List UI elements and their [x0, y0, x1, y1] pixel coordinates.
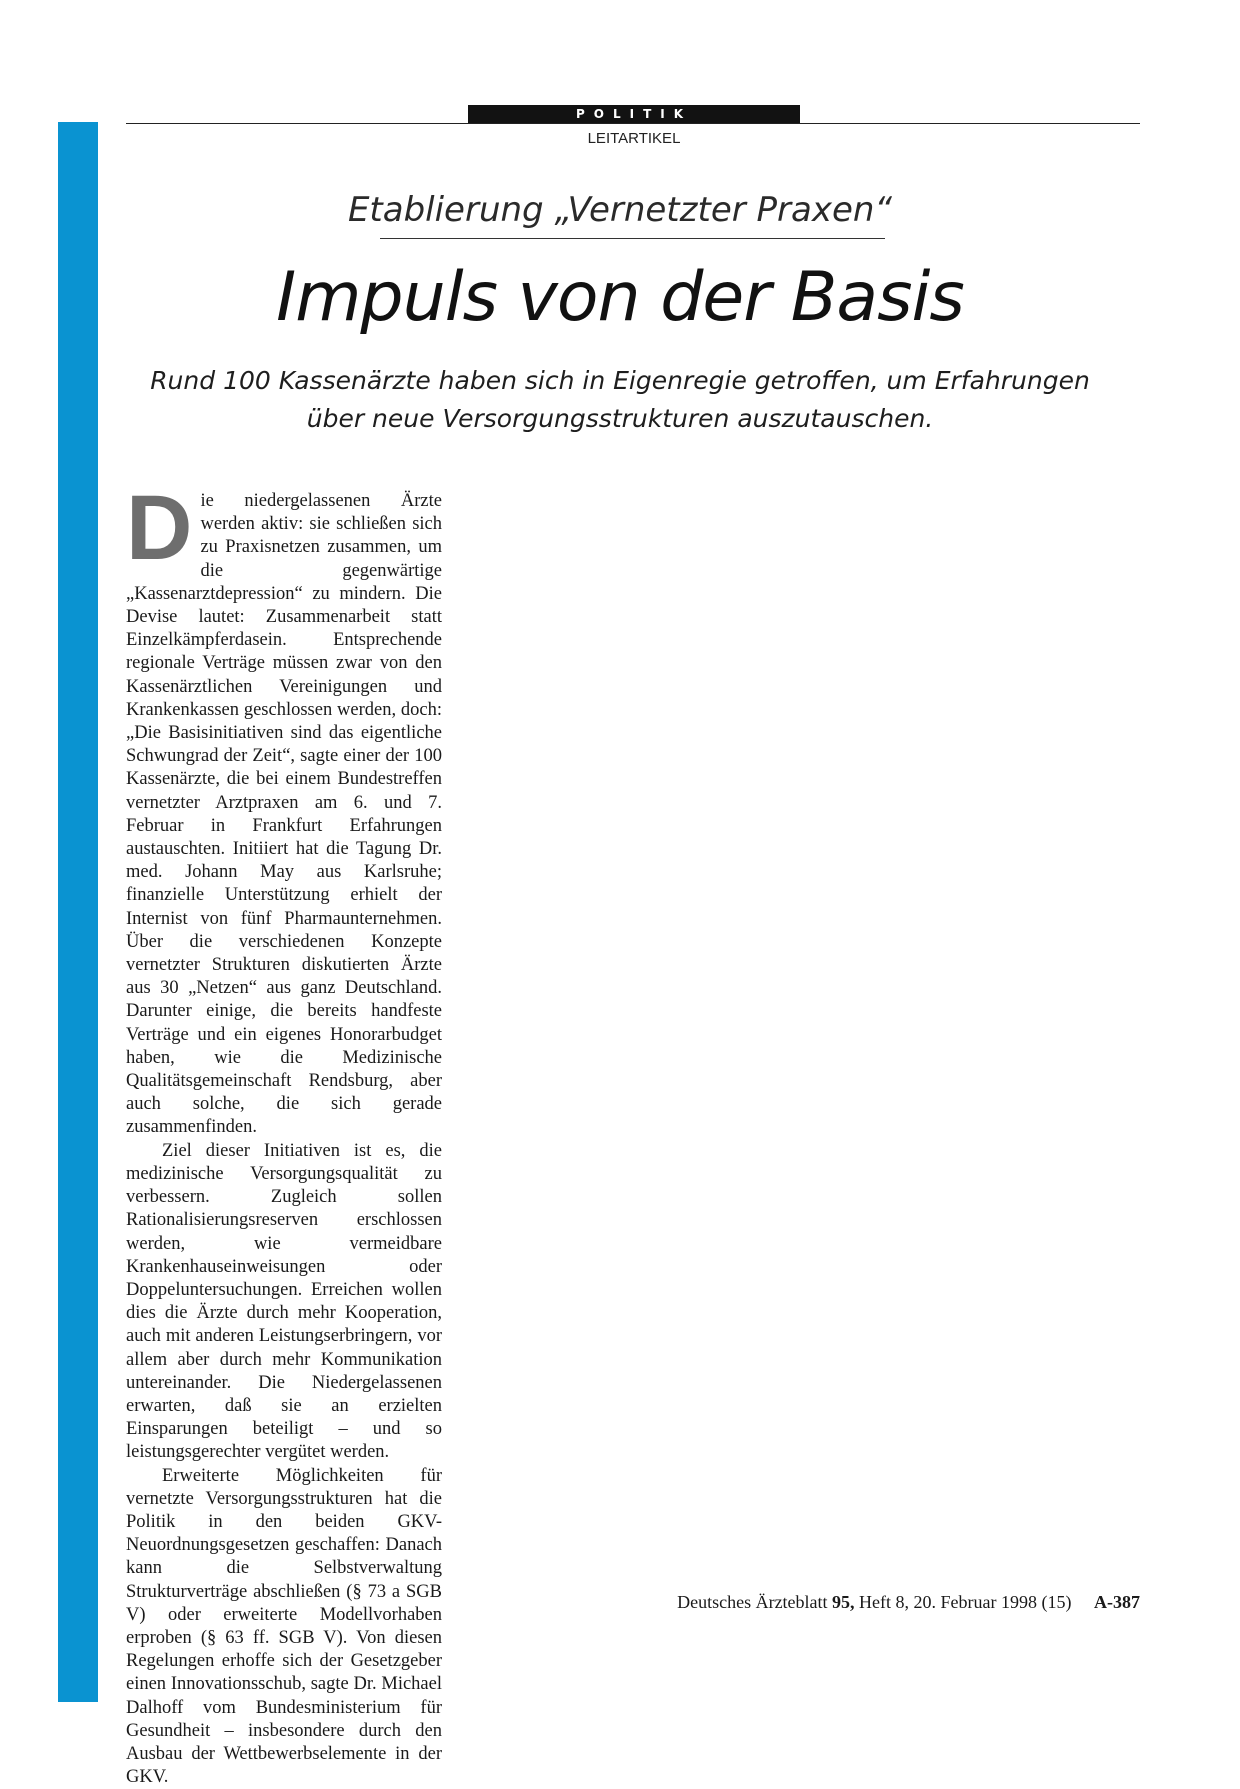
- journal-issue: Heft 8, 20. Februar 1998 (15): [859, 1592, 1072, 1612]
- section-label: POLITIK: [468, 105, 800, 123]
- blue-margin-bar: [58, 122, 98, 1702]
- journal-volume: 95,: [832, 1592, 855, 1612]
- paragraph-3: Erweiterte Möglichkeiten für vernetzte Versorgungsstrukturen hat die Politik in den beiden GKV-Neuordnungsgesetzen geschaffen: Danach kann die Selbstverwaltung Strukturverträge abschließen (§ 73 a SGB V) oder erweiterte Modellvorhaben erproben (§ 63 ff. SGB V). Von diesen Regelungen erhoffe sich der Gesetzgeber einen Innovationsschub, sagte Dr. Michael Dalhoff vom Bundesministerium für Gesundheit – insbesondere durch den Ausbau der Wettbewerbselemente in der GKV.: [126, 1465, 442, 1788]
- page-footer: [677, 1592, 1140, 1613]
- text-column-1: [126, 477, 442, 1789]
- page-number: A-387: [1094, 1592, 1140, 1612]
- journal-name: Deutsches Ärzteblatt: [677, 1592, 828, 1612]
- paragraph-1-text: ie niedergelassenen Ärzte werden aktiv: sie schließen sich zu Praxisnetzen zusammen, um die gegenwärtige „Kassenarztdepression“ zu mindern. Die Devise lautet: Zusammenarbeit statt Einzelkämpferdasein. Entsprechende regionale Verträge müssen zwar von den Kassenärztlichen Vereinigungen und Krankenkassen geschlossen werden, doch: „Die Basisinitiativen sind das eigentliche Schwungrad der Zeit“, sagte einer der 100 Kassenärzte, die bei einem Bundestreffen vernetzter Arztpraxen am 6. und 7. Februar in Frankfurt Erfahrungen austauschten. Initiiert hat die Tagung Dr. med. Johann May aus Karlsruhe; finanzielle Unterstützung erhielt der Internist von fünf Pharmaunternehmen. Über die verschiedenen Konzepte vernetzter Strukturen diskutierten Ärzte aus 30 „Netzen“ aus ganz Deutschland. Darunter einige, die bereits handfeste Verträge und ein eigenes Honorarbudget haben, wie die Medizinische Qualitätsgemeinschaft Rendsburg, aber auch solche, die sich gerade zusammenfinden.: [126, 491, 442, 1138]
- article-standfirst: Rund 100 Kassenärzte haben sich in Eigenregie getroffen, um Erfahrungen über neue Versorgungsstrukturen auszutauschen.: [150, 366, 1090, 433]
- header-rule: [126, 123, 1140, 124]
- subsection-label: LEITARTIKEL: [587, 130, 681, 147]
- kicker-underline: [380, 238, 885, 239]
- drop-cap: D: [126, 477, 193, 579]
- paragraph-2: Ziel dieser Initiativen ist es, die medizinische Versorgungsqualität zu verbessern. Zugleich sollen Rationalisierungsreserven erschlossen werden, wie vermeidbare Krankenhauseinweisungen oder Doppeluntersuchungen. Erreichen wollen dies die Ärzte durch mehr Kooperation, auch mit anderen Leistungserbringern, vor allem aber durch mehr Kommunikation untereinander. Die Niedergelassenen erwarten, daß sie an erzielten Einsparungen beteiligt – und so leistungsgerechter vergütet werden.: [126, 1140, 442, 1463]
- article-kicker: Etablierung „Vernetzter Praxen“: [347, 190, 893, 230]
- article-headline: Impuls von der Basis: [276, 258, 964, 337]
- paragraph-1: [126, 477, 442, 1140]
